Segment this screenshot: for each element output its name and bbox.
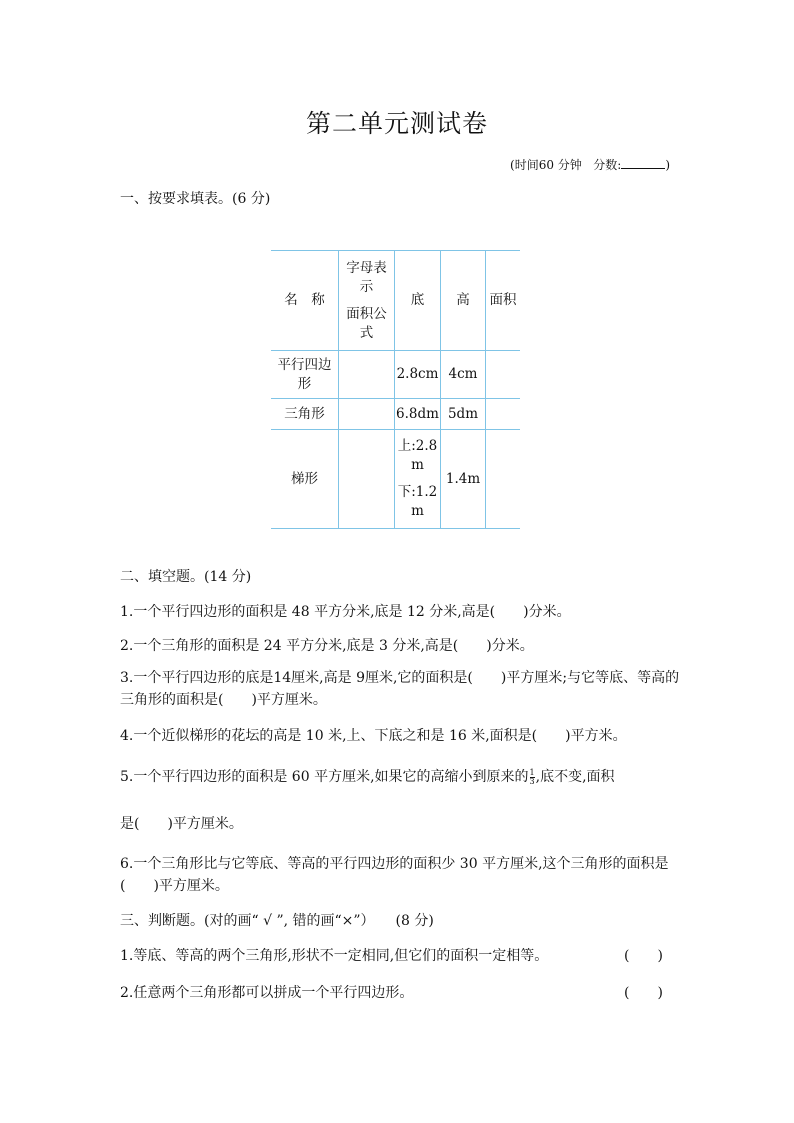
row-base-top: 上:2.8m bbox=[397, 438, 438, 473]
question-2-3: 3.一个平行四边形的底是14厘米,高是 9厘米,它的面积是( )平方厘米;与它等底、等高的三角形的面积是( )平方厘米。 bbox=[120, 670, 680, 708]
table-header-row bbox=[271, 251, 520, 351]
row-formula-cell[interactable] bbox=[339, 351, 395, 399]
section1-heading: 一、按要求填表。(6 分) bbox=[120, 191, 271, 207]
row-base: 2.8cm bbox=[395, 351, 441, 399]
table-row bbox=[271, 399, 520, 430]
answer-paren-3-1[interactable]: ( ) bbox=[624, 948, 663, 964]
question-3-1: 1.等底、等高的两个三角形,形状不一定相同,但它们的面积一定相等。 bbox=[120, 948, 549, 964]
row-height: 5dm bbox=[441, 399, 486, 430]
row-name: 平行四边形 bbox=[271, 351, 339, 399]
q5-text-before: 5.一个平行四边形的面积是 60 平方厘米,如果它的高缩小到原来的 bbox=[120, 769, 529, 785]
meta-suffix: ) bbox=[665, 158, 670, 172]
row-area-cell[interactable] bbox=[486, 351, 521, 399]
header-height: 高 bbox=[441, 251, 486, 351]
row-formula-cell[interactable] bbox=[339, 430, 395, 529]
row-height: 1.4m bbox=[441, 430, 486, 529]
header-formula-b: 面积公式 bbox=[346, 305, 387, 341]
question-3-2: 2.任意两个三角形都可以拼成一个平行四边形。 bbox=[120, 985, 414, 1001]
row-name: 三角形 bbox=[271, 399, 339, 430]
question-2-2: 2.一个三角形的面积是 24 平方分米,底是 3 分米,高是( )分米。 bbox=[120, 638, 534, 654]
q5-fraction bbox=[530, 769, 535, 786]
q5-frac-num: 1 bbox=[529, 767, 535, 777]
meta-time: 60 bbox=[538, 158, 554, 172]
fill-table bbox=[271, 250, 520, 529]
header-area: 面积 bbox=[486, 251, 521, 351]
exam-meta bbox=[510, 156, 670, 173]
header-name: 名 称 bbox=[271, 251, 339, 351]
row-base bbox=[395, 430, 441, 529]
q5-frac-den: 3 bbox=[529, 776, 535, 786]
section2-heading: 二、填空题。(14 分) bbox=[120, 569, 252, 585]
row-area-cell[interactable] bbox=[486, 399, 521, 430]
question-2-1: 1.一个平行四边形的面积是 48 平方分米,底是 12 分米,高是( )分米。 bbox=[120, 604, 571, 620]
question-2-4: 4.一个近似梯形的花坛的高是 10 米,上、下底之和是 16 米,面积是( )平方米。 bbox=[120, 728, 627, 744]
score-blank bbox=[621, 157, 665, 169]
header-formula-a: 字母表示 bbox=[346, 259, 387, 295]
row-area-cell[interactable] bbox=[486, 430, 521, 529]
question-2-6: 6.一个三角形比与它等底、等高的平行四边形的面积少 30 平方厘米,这个三角形的面积是( )平方厘米。 bbox=[120, 856, 669, 894]
q5-text-after: ,底不变,面积 bbox=[535, 769, 615, 785]
row-name: 梯形 bbox=[271, 430, 339, 529]
row-height: 4cm bbox=[441, 351, 486, 399]
meta-prefix: (时间 bbox=[510, 158, 539, 172]
row-base-bottom: 下:1.2m bbox=[397, 484, 438, 519]
section3-heading: 三、判断题。(对的画“ √ ”, 错的画“×”） (8 分) bbox=[120, 913, 434, 929]
header-base: 底 bbox=[395, 251, 441, 351]
question-2-5 bbox=[120, 766, 615, 786]
question-2-5-line2: 是( )平方厘米。 bbox=[120, 816, 243, 832]
meta-unit: 分钟 bbox=[553, 158, 582, 172]
row-formula-cell[interactable] bbox=[339, 399, 395, 430]
table-row bbox=[271, 430, 520, 529]
answer-paren-3-2[interactable]: ( ) bbox=[624, 985, 663, 1001]
meta-score-label: 分数: bbox=[593, 158, 622, 172]
page-title: 第二单元测试卷 bbox=[305, 109, 488, 138]
table-row bbox=[271, 351, 520, 399]
row-base: 6.8dm bbox=[395, 399, 441, 430]
header-formula bbox=[339, 251, 395, 351]
